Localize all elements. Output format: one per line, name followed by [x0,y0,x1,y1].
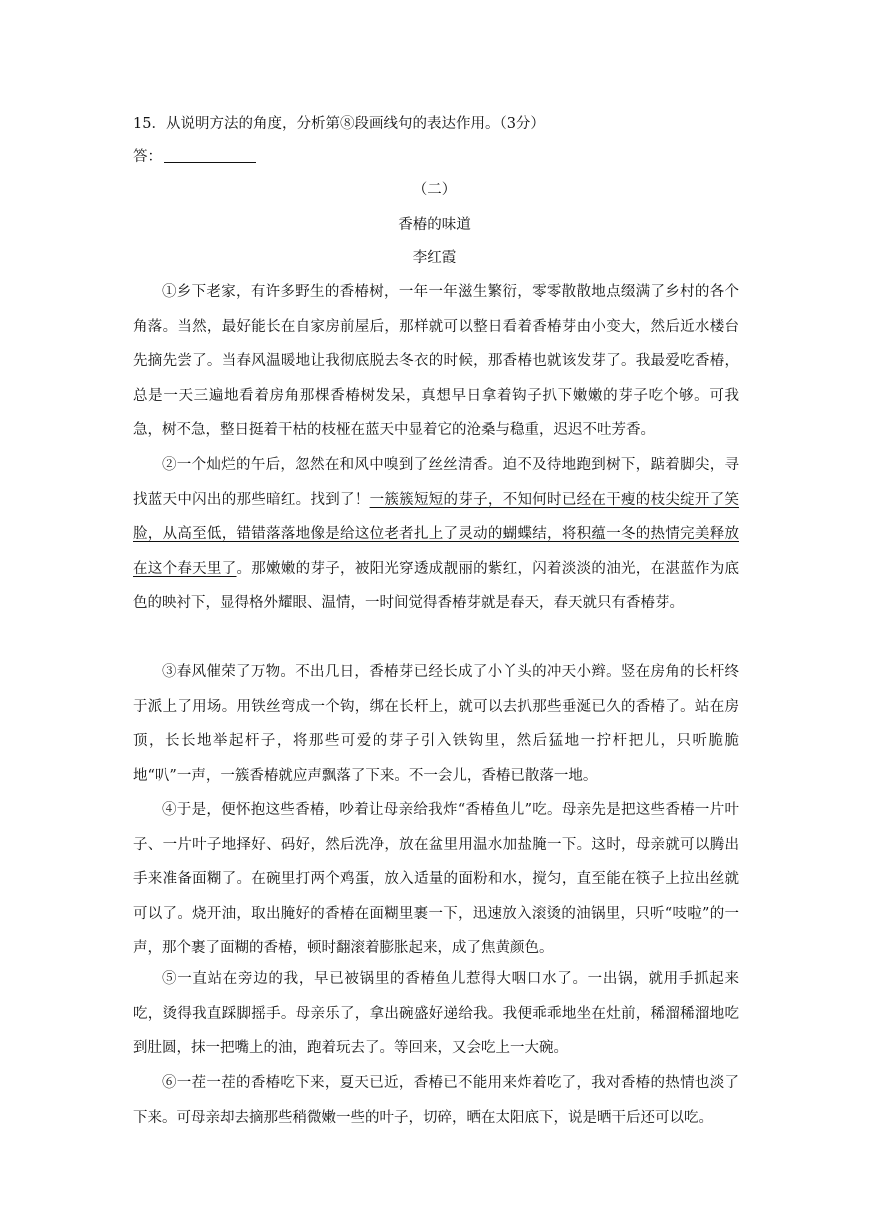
paragraph-2-text-before: ②一个灿烂的午后，忽然在和风中嗅到了丝丝清香。迫不及待地跑到树下，踮着脚尖，寻找蓝天中闪出的那些暗红。找到了！ [133,457,739,508]
section-number: （二） [412,182,457,198]
underlined-sentence: 一簇簇短短的芽子，不知何时已经在干瘦的枝尖绽开了笑脸，从高至低，错错落落地像是给这位老者扎上了灵动的蝴蝶结，将积蕴一冬的热情完美释放在这个春天里了 [133,491,740,577]
paragraph-4: ④于是，便怀抱这些香椿，吵着让母亲给我炸“香椿鱼儿”吃。母亲先是把这些香椿一片叶子、一片叶子地择好、码好，然后洗净，放在盆里用温水加盐腌一下。这时，母亲就可以腾出手来准备面糊了。在碗里打两个鸡蛋，放入适量的面粉和水，搅匀，直至能在筷子上拉出丝就可以了。烧开油，取出腌好的香椿在面糊里裹一下，迅速放入滚烫的油锅里，只听“吱啦”的一声，那个裹了面糊的香椿，顿时翻滚着膨胀起来，成了焦黄颜色。 [133,802,739,956]
article-author: 李红霞 [412,250,457,266]
article-title: 香椿的味道 [398,217,471,233]
answer-line [133,146,256,167]
paragraph-1: ①乡下老家，有许多野生的香椿树，一年一年滋生繁衍，零零散散地点缀满了乡村的各个角落。当然，最好能长在自家房前屋后，那样就可以整日看着香椿芽由小变大，然后近水楼台先摘先尝了。当春风温暖地让我彻底脱去冬衣的时候，那香椿也就该发芽了。我最爱吃香椿，总是一天三遍地看着房角那棵香椿树发呆，真想早日拿着钩子扒下嫩嫩的芽子吃个够。可我急，树不急，整日挺着干枯的枝桠在蓝天中显着它的沧桑与稳重，迟迟不吐芳香。 [133,284,739,438]
answer-blank[interactable] [164,146,256,163]
question-text: 15．从说明方法的角度，分析第⑧段画线句的表达作用。（3分） [133,116,545,132]
paragraph-6: ⑥一茬一茬的香椿吃下来，夏天已近，香椿已不能用来炸着吃了，我对香椿的热情也淡了下来。可母亲却去摘那些稍微嫩一些的叶子，切碎，晒在太阳底下，说是晒干后还可以吃。 [133,1075,739,1126]
paragraph-2 [133,448,739,621]
question-15 [133,114,545,134]
paragraph-2-text-after: 。那嫩嫩的芽子，被阳光穿透成靓丽的紫红，闪着淡淡的油光，在湛蓝作为底色的映衬下，显得格外耀眼、温情，一时间觉得香椿芽就是春天，春天就只有香椿芽。 [133,560,740,611]
paragraph-3: ③春风催荣了万物。不出几日，香椿芽已经长成了小丫头的冲天小辫。竖在房角的长杆终于派上了用场。用铁丝弯成一个钩，绑在长杆上，就可以去扒那些垂涎已久的香椿了。站在房顶，长长地举起杆子，将那些可爱的芽子引入铁钩里，然后猛地一拧杆把儿，只听脆脆地“叭”一声，一簇香椿就应声飘落了下来。不一会儿，香椿已散落一地。 [133,664,739,784]
answer-label: 答： [133,149,162,165]
paragraph-5: ⑤一直站在旁边的我，早已被锅里的香椿鱼儿惹得大咽口水了。一出锅，就用手抓起来吃，烫得我直踩脚摇手。母亲乐了，拿出碗盛好递给我。我便乖乖地坐在灶前，稀溜稀溜地吃到肚圆，抹一把嘴上的油，跑着玩去了。等回来，又会吃上一大碗。 [133,971,739,1056]
